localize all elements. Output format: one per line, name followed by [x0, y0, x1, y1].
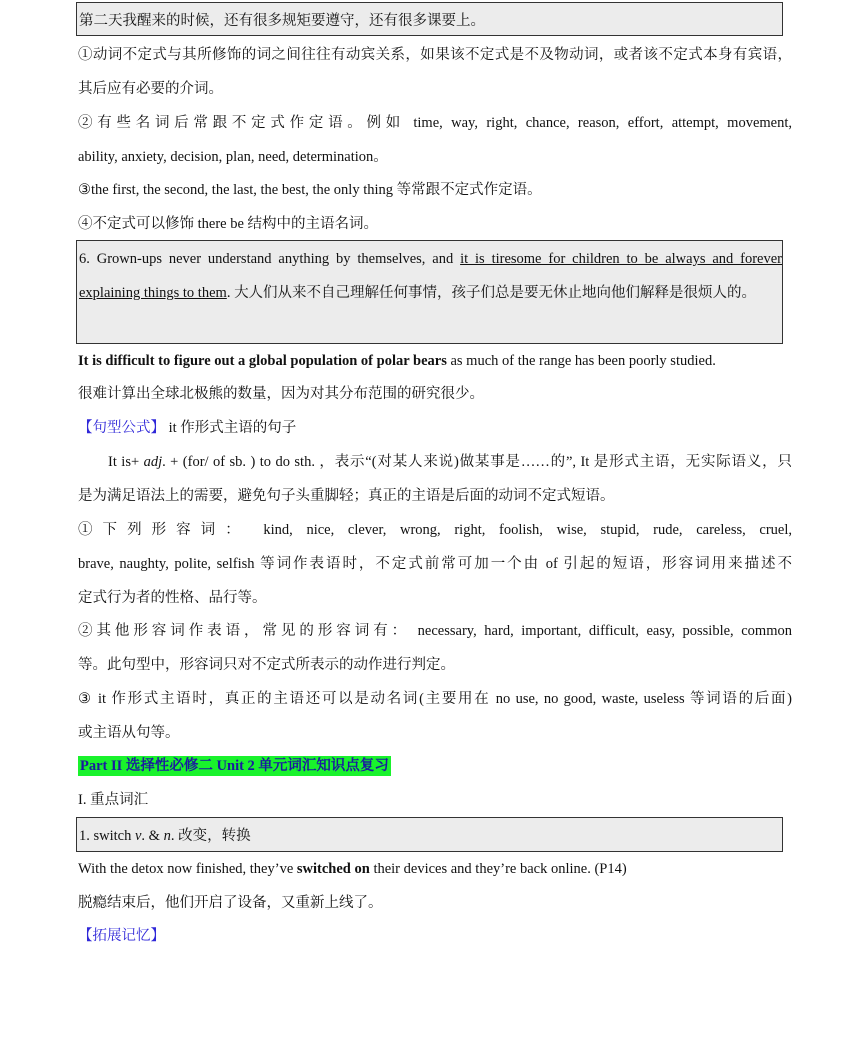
vocab-example-a: With the detox now finished, they’ve [78, 861, 297, 877]
note-2-line-2: ability, anxiety, decision, plan, need, determination。 [78, 149, 388, 165]
sentence-6-underlined-1: it is tiresome for children to be always and forever [460, 251, 782, 267]
note-1-line-2: 其后应有必要的介词。 [78, 81, 223, 97]
sentence-6-suffix: . 大人们从来不自己理解任何事情，孩子们总是要无休止地向他们解释是很烦人的。 [226, 285, 757, 301]
vocab-entry [79, 826, 782, 846]
note-3: ③the first, the second, the last, the best, the only thing 等常跟不定式作定语。 [78, 182, 542, 198]
extend-memory-tag: 【拓展记忆】 [78, 928, 165, 944]
vocab-word: 1. switch [79, 828, 135, 844]
vocab-box-1 [76, 817, 783, 852]
note-1-line-1: ①动词不定式与其所修饰的词之间往往有动宾关系，如果该不定式是不及物动词，或者该不定式本身有宾语， [78, 47, 792, 63]
sentence-6-line-1 [79, 249, 782, 269]
example-translation: 很难计算出全球北极熊的数量，因为对其分布范围的研究很少。 [78, 386, 484, 402]
sentence-box-6 [76, 240, 783, 344]
vocab-example-bold: switched on [296, 861, 370, 877]
sentence-text: 第二天我醒来的时候，还有很多规矩要遵守，还有很多课要上。 [79, 13, 485, 29]
vocab-pos-v: v [134, 828, 142, 844]
adj-note-3-line-1: ③ it 作形式主语时，真正的主语还可以是动名词(主要用在 no use, no good, waste, useless 等词语的后面) [78, 691, 792, 707]
sentence-6-line-2 [79, 283, 782, 303]
part-heading [78, 756, 792, 776]
formula-text-a: It is+ [108, 454, 144, 470]
section-title: I. 重点词汇 [78, 792, 149, 808]
formula-tag: 【句型公式】 [78, 420, 165, 436]
note-2-line-1: ②有些名词后常跟不定式作定语。例如 time, way, right, chance, reason, effort, attempt, movement, [78, 115, 792, 131]
vocab-example [78, 859, 792, 879]
adj-note-1-line-1: ①下列形容词： kind, nice, clever, wrong, right, foolish, wise, stupid, rude, careless, cruel, [78, 522, 792, 538]
vocab-meaning: . 改变，转换 [170, 828, 251, 844]
example-sentence [78, 351, 792, 371]
sentence-box-1 [76, 2, 783, 36]
adj-note-1-line-3: 定式行为者的性格、品行等。 [78, 590, 267, 606]
vocab-example-translation: 脱瘾结束后，他们开启了设备，又重新上线了。 [78, 895, 383, 911]
adj-note-2-line-2: 等。此句型中，形容词只对不定式所表示的动作进行判定。 [78, 657, 455, 673]
formula-line-2: 是为满足语法上的需要，避免句子头重脚轻；真正的主语是后面的动词不定式短语。 [78, 488, 615, 504]
adj-note-2-line-1: ②其他形容词作表语，常见的形容词有： necessary, hard, important, difficult, easy, possible, common [78, 623, 792, 639]
part-ii-title: Part II 选择性必修二 Unit 2 单元词汇知识点复习 [80, 758, 389, 774]
example-rest: as much of the range has been poorly studied. [446, 353, 716, 369]
vocab-amp: . & [141, 828, 164, 844]
example-bold: It is difficult to figure out a global population of polar bears [78, 353, 447, 369]
formula-heading [78, 418, 792, 438]
formula-text-b: . + (for/ of sb. ) to do sth. ，表示“(对某人来说)做某事是……的”, It 是形式主语，无实际语义，只 [162, 454, 792, 470]
note-4: ④不定式可以修饰 there be 结构中的主语名词。 [78, 216, 379, 232]
formula-line-1 [108, 452, 792, 472]
formula-adj: adj [143, 454, 163, 470]
vocab-example-b: their devices and they’re back online. (P14) [369, 861, 627, 877]
formula-title: it 作形式主语的句子 [165, 420, 297, 436]
sentence-6-prefix: 6. Grown-ups never understand anything by themselves, and [79, 251, 461, 267]
vocab-pos-n: n [163, 828, 171, 844]
sentence-6-underlined-2: explaining things to them [79, 285, 227, 301]
adj-note-3-line-2: 或主语从句等。 [78, 725, 180, 741]
adj-note-1-line-2: brave, naughty, polite, selfish 等词作表语时，不定式前常可加一个由 of 引起的短语，形容词用来描述不 [78, 556, 792, 572]
